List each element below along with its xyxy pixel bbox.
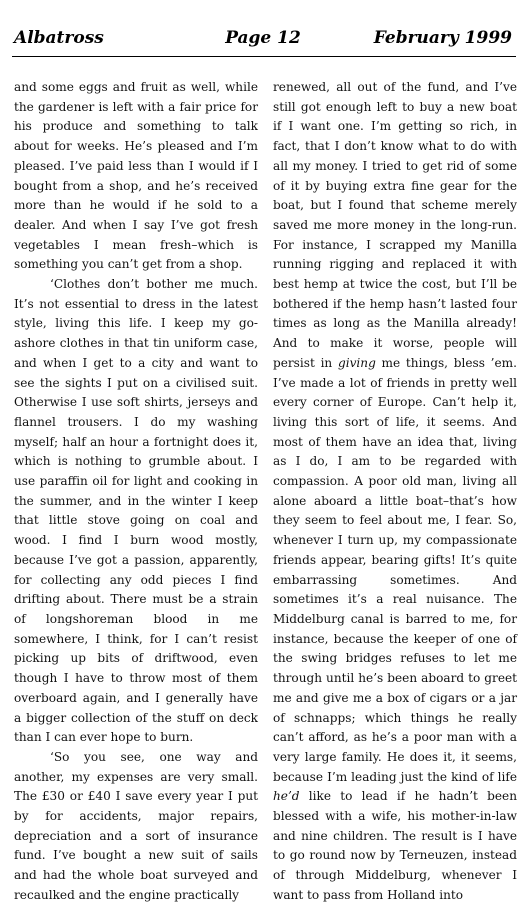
emphasis-text: he’d (273, 789, 300, 804)
paragraph (273, 78, 517, 906)
page-header (14, 28, 512, 56)
left-column (14, 78, 258, 906)
emphasis-text: giving (337, 355, 376, 370)
paragraph: ‘So you see, one way and another, my expenses are very small. The £30 or £40 I save every year I put by for accidents, major repairs, depreciation and a sort of insurance fund. I’ve bought a new suit of sails and had the whole boat surveyed and recaulked and the engine practically (14, 749, 258, 902)
article-body (14, 78, 518, 902)
text-run: like to lead if he hadn’t been blessed with a wife, his mother-in-law and nine children. The result is I have to go round now by Terneuzen, instead of through Middelburg, whenever I want to pass from Holland into (273, 789, 517, 902)
text-run: renewed, all out of the fund, and I’ve still got enough left to buy a new boat if I want one. I’m getting so rich, in fact, that I don’t know what to do with all my money. I tried to get rid of some of it by buying extra fine gear for the boat, but I found that scheme merely saved me more money in the long-run. For instance, I scrapped my Manilla running rigging and replaced it with best hemp at twice the cost, but I’ll be bothered if the hemp hasn’t lasted four times as long as the Manilla already! And to make it worse, people will persist in (273, 80, 517, 370)
text-run: me things, bless ’em. I’ve made a lot of friends in pretty well every corner of Europe. Can’t help it, living this sort of life, it seems. And most of them have an idea that, living as I do, I am to be regarded with compassion. A poor old man, living all alone aboard a little boat–that’s how they seem to feel about me, I fear. So, whenever I turn up, my compassionate friends appear, bearing gifts! It’s quite embarrassing sometimes. And sometimes it’s a real nuisance. The Middelburg canal is barred to me, for instance, because the keeper of one of the swing bridges refuses to let me through until he’s been aboard to greet me and give me a box of cigars or a jar of schnapps; which things he really can’t afford, as he’s a poor man with a very large family. He does it, it seems, because I’m leading just the kind of life (273, 355, 517, 784)
issue-date: February 1999 (373, 28, 512, 48)
publication-title: Albatross (14, 28, 104, 48)
paragraph: and some eggs and fruit as well, while the gardener is left with a fair price for his produce and something to talk about for weeks. He’s pleased and I’m pleased. I’ve paid less than I would if I bought from a shop, and he’s received more than he would if he sold to a dealer. And when I say I’ve got fresh vegetables I mean fresh–which is something you can’t get from a shop. (14, 80, 258, 272)
header-rule (12, 56, 516, 57)
page-number: Page 12 (225, 28, 301, 48)
right-column (273, 78, 517, 906)
paragraph: ‘Clothes don’t bother me much. It’s not essential to dress in the latest style, living this life. I keep my go-ashore clothes in that tin uniform case, and when I get to a city and want to see the sights I put on a civilised suit. Otherwise I use soft shirts, jerseys and flannel trousers. I do my washing myself; half an hour a fortnight does it, which is nothing to grumble about. I use paraffin oil for light and cooking in the summer, and in the winter I keep that little stove going on coal and wood. I find I burn wood mostly, because I’ve got a passion, apparently, for collecting any odd pieces I find drifting about. There must be a strain of longshoreman blood in me somewhere, I think, for I can’t resist picking up bits of driftwood, even though I have to throw most of them overboard again, and I generally have a bigger collection of the stuff on deck than I can ever hope to burn. (14, 277, 258, 745)
